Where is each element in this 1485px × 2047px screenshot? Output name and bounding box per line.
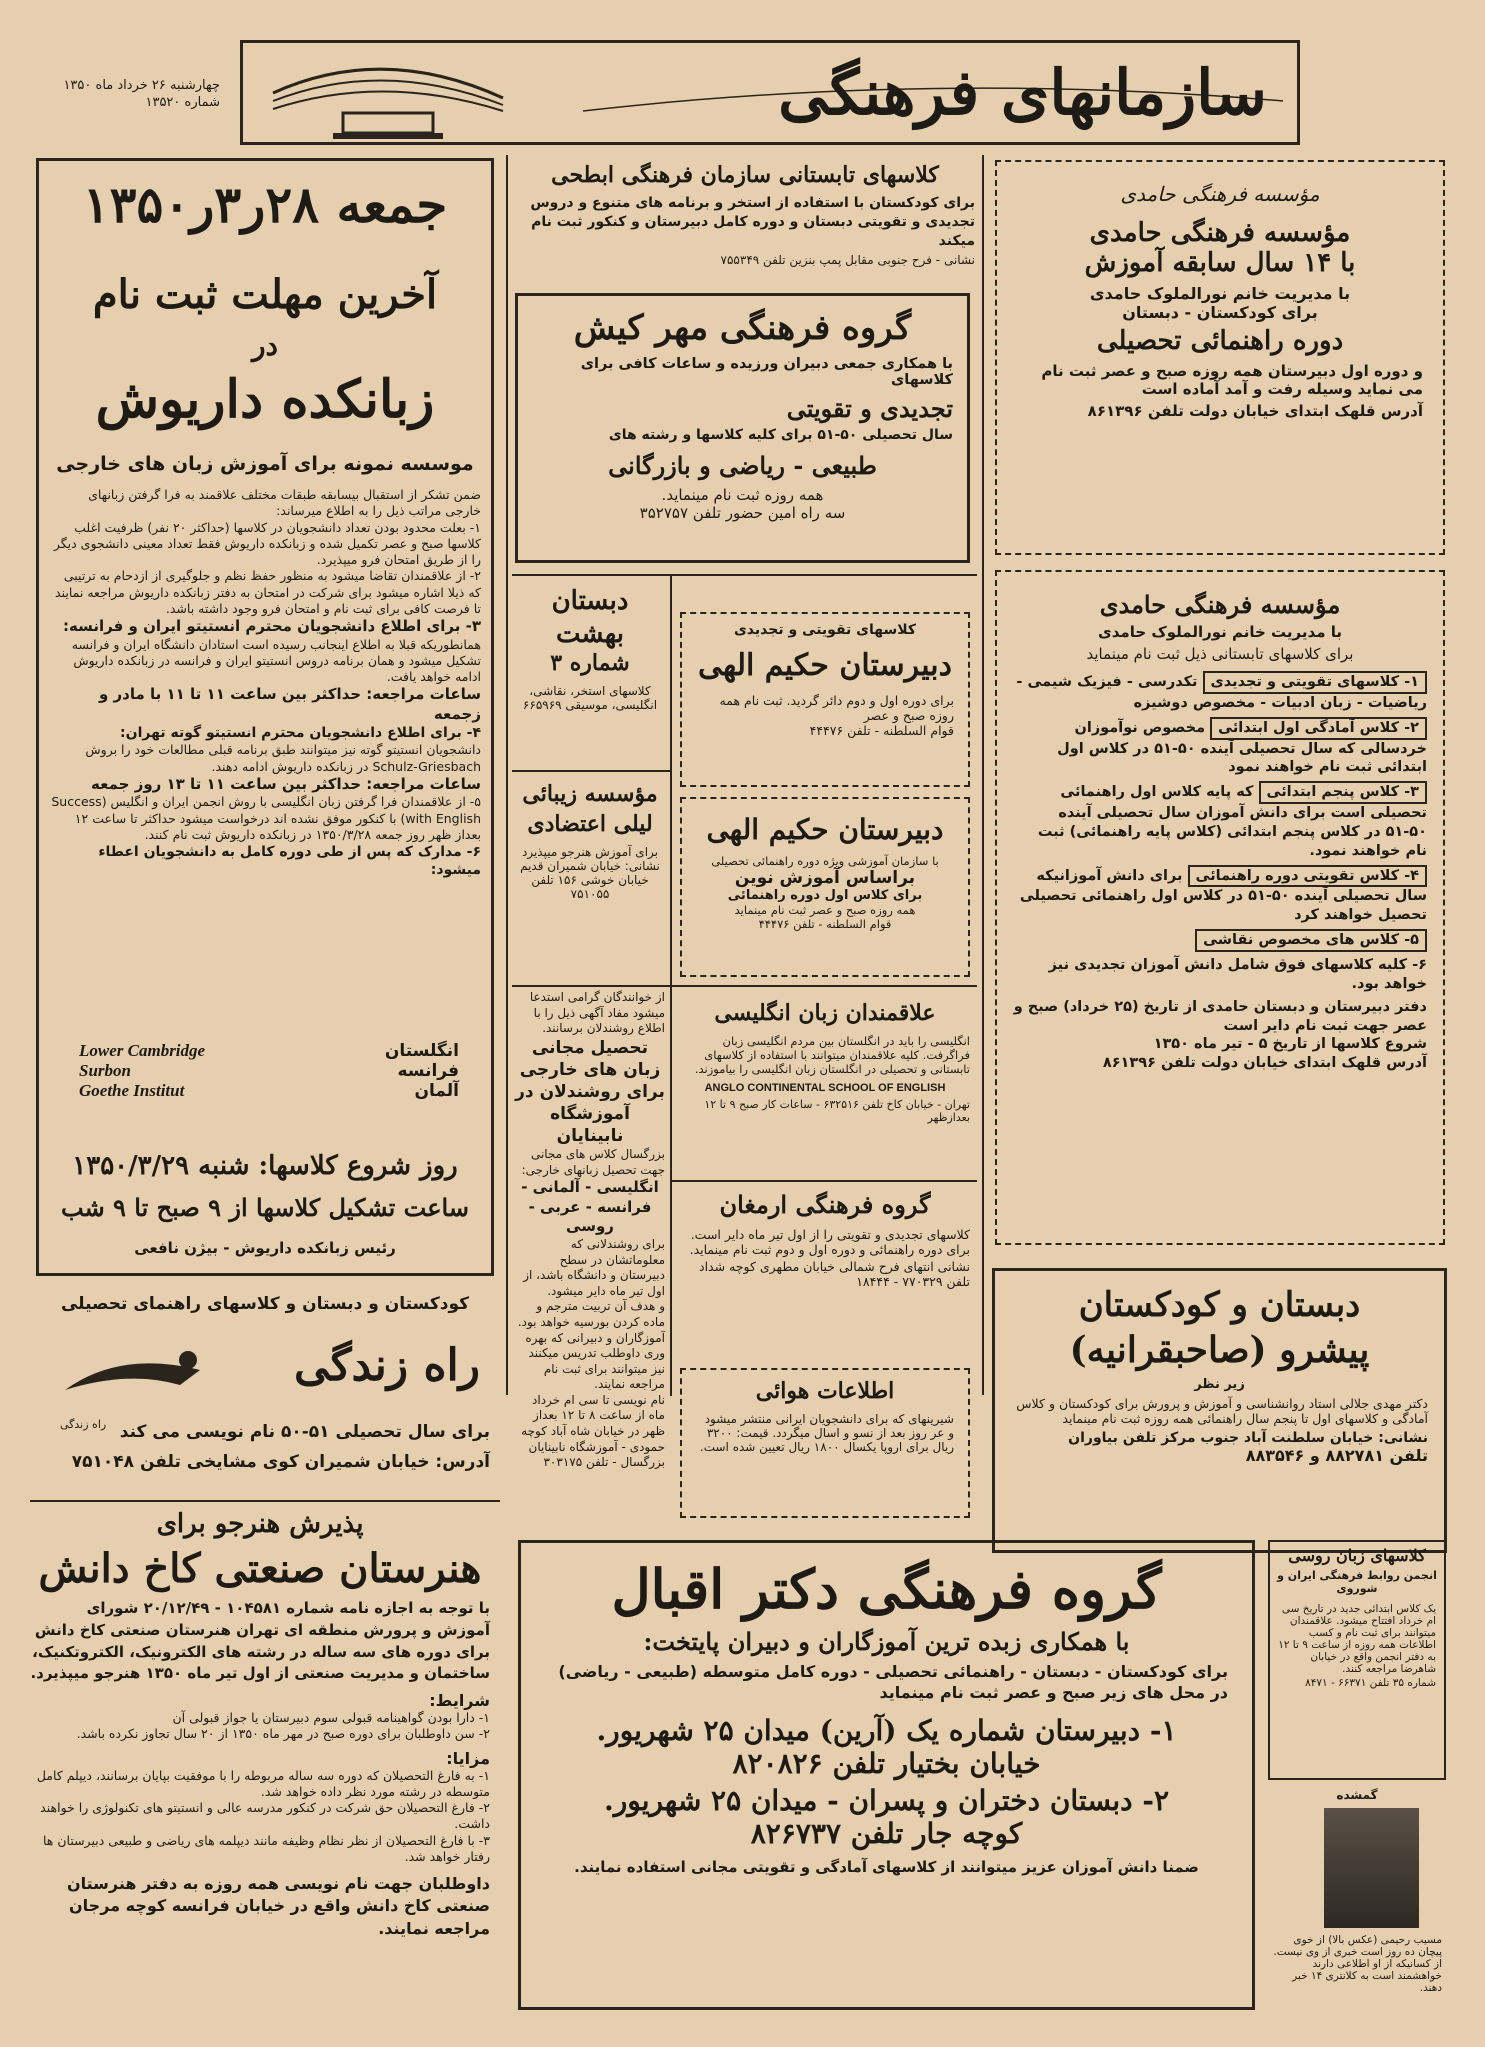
blind-line: بزرگسال کلاس های مجانی جهت تحصیل زبانهای خارجی: bbox=[521, 1147, 665, 1177]
armaghan-body: کلاسهای تجدیدی و تقویتی را از اول تیر ماه دایر است. برای دوره راهنمائی و دوره اول و دوم ثبت نام مینماید. bbox=[689, 1227, 970, 1257]
mehr-kish-line5: همه روزه ثبت نام مینماید. bbox=[661, 486, 824, 504]
dariush-body bbox=[51, 487, 481, 880]
class-2-tag: ۲- کلاس آمادگی اول ابتدائی bbox=[1210, 717, 1427, 740]
class-2-text: مخصوص نوآموزان خردسالی که سال تحصیلی آینده ۵۰-۵۱ در کلاس اول ابتدائی ثبت نام خواهند نمود bbox=[1057, 719, 1427, 776]
hamedi-1-guidance: دوره راهنمائی تحصیلی bbox=[1096, 326, 1344, 356]
eghbal-addr2b: کوچه جار تلفن ۸۲۶۷۳۷ bbox=[750, 1817, 1023, 1850]
class-5-tag: ۵- کلاس های مخصوص نقاشی bbox=[1195, 929, 1427, 952]
benefit-item: ۲- فارغ التحصیلان حق شرکت در کنکور مدرسه عالی و انستیتو های تکنولوژی را خواهند داشت. bbox=[40, 1800, 490, 1832]
missing-title: گمشده bbox=[1336, 1788, 1378, 1802]
english-body: انگلیسی را باید در انگلستان بین مردم انگلیسی زبان فراگرفت. کلیه علاقمندان میتوانند با استفاده از کلاسهای تابستانی و تحصیلی در انگلستان زبان انگلیسی را بیاموزند. bbox=[694, 1034, 970, 1076]
hamedi-2-director: با مدیریت خانم نورالملوک حامدی bbox=[1098, 623, 1342, 641]
cert-country: آلمان bbox=[414, 1081, 459, 1101]
behesht-number: شماره ۳ bbox=[550, 650, 630, 676]
column-divider bbox=[506, 155, 508, 1395]
kakh-danesh-benefits-title: مزایا: bbox=[446, 1748, 490, 1768]
cert-name: Lower Cambridge bbox=[79, 1041, 206, 1060]
hakim-2-body3: برای کلاس اول دوره راهنمائی bbox=[727, 888, 923, 903]
eghbal-addr1b: خیابان بختیار تلفن ۸۲۰۸۲۶ bbox=[732, 1747, 1041, 1780]
mehr-kish-line1: با همکاری جمعی دبیران ورزیده و ساعات کافی برای کلاسهای bbox=[580, 356, 953, 388]
dariush-item-6: ۶- مدارک که پس از طی دوره کامل به دانشجویان اعطاء میشود: bbox=[98, 844, 481, 879]
hamedi-2-address: آدرس قلهک ابتدای خیابان دولت تلفن ۸۶۱۳۹۶ bbox=[1102, 1055, 1427, 1072]
cert-name: Goethe Institut bbox=[79, 1081, 185, 1100]
leili-body: برای آموزش هنرجو میپذیرد bbox=[522, 845, 658, 860]
blind-line: تحصیل مجانی زبان های خارجی برای روشندلان در آموزشگاه نابینایان bbox=[515, 1037, 665, 1147]
hamedi-2-classes bbox=[1013, 671, 1427, 1073]
hakim-elahi-ad-1 bbox=[680, 612, 970, 787]
dariush-hours: ساعت تشکیل کلاسها از ۹ صبح تا ۹ شب bbox=[61, 1193, 469, 1222]
eghbal-addr1: ۱- دبیرستان شماره یک (آرین) میدان ۲۵ شهریور. bbox=[596, 1714, 1177, 1747]
masthead-emblem-icon bbox=[263, 53, 513, 143]
dariush-dar: در bbox=[252, 329, 278, 362]
cert-row bbox=[79, 1061, 459, 1081]
hamedi-ad-2 bbox=[995, 570, 1445, 1245]
blind-line: و هدف آن تربیت مترجم و ماده کردن بورسیه خواهد بود. bbox=[517, 1299, 665, 1329]
blind-line: از خوانندگان گرامی استدعا میشود مفاد آگهی ذیل را با اطلاع روشندلان برسانند. bbox=[529, 990, 665, 1036]
hakim-elahi-ad-2 bbox=[680, 797, 970, 977]
dariush-subtitle: موسسه نمونه برای آموزش زبان های خارجی bbox=[56, 453, 474, 475]
dariush-certs bbox=[79, 1041, 459, 1101]
hamedi-1-body: و دوره اول دبیرستان همه روزه صبح و عصر ثبت نام می نماید وسیله رفت و آمد آماده است bbox=[1041, 362, 1423, 398]
blind-line: انگلیسی - آلمانی - فرانسه - عربی - روسی bbox=[521, 1178, 659, 1236]
dariush-hours-1: ساعات مراجعه: حداکثر بین ساعت ۱۱ تا ۱۱ با مادر و زجمعه bbox=[99, 685, 481, 723]
pishro-line1: دبستان و کودکستان bbox=[1078, 1285, 1361, 1325]
mehr-kish-line4: طبیعی - ریاضی و بازرگانی bbox=[608, 451, 877, 480]
condition-item: ۱- دارا بودن گواهینامه قبولی سوم دبیرستان یا جواز قبولی آن bbox=[172, 1710, 490, 1725]
cert-country: انگلستان bbox=[384, 1041, 459, 1061]
divider bbox=[672, 1180, 977, 1182]
hamedi-2-title: مؤسسه فرهنگی حامدی bbox=[1099, 590, 1341, 619]
hakim-1-body: برای دوره اول و دوم دائر گردید. ثبت نام همه روزه صبح و عصر bbox=[719, 693, 954, 723]
air-body: شیرینهای که برای دانشجویان ایرانی منتشر میشود و عر روز بعد از نسو و اسال میگردد. قیمت: ۳۲۰۰ ریال برای اروپا یکسال ۱۸۰۰ ریال تعیین شده است. bbox=[699, 1412, 954, 1454]
class-1-tag: ۱- کلاسهای تقویتی و تجدیدی bbox=[1203, 671, 1427, 694]
hamedi-2-start: شروع کلاسها از تاریخ ۵ - تیر ماه ۱۳۵۰ bbox=[1153, 1036, 1427, 1053]
kakh-danesh-body: با توجه به اجازه نامه شماره ۱۰۴۵۸۱ - ۲۰/۱۲/۴۹ شورای آموزش و پرورش منطقه ای تهران هنرستان صنعتی کاخ دانش برای دوره های سه ساله در رشته های الکترونیک، الکتروتکنیک، ساختمان و مدیریت صنعتی از اول تیر ماه ۱۳۵۰ هنرجو میپذیرد. bbox=[30, 1599, 490, 1683]
missing-person-photo bbox=[1324, 1808, 1419, 1928]
english-title: علاقمندان زبان انگلیسی bbox=[714, 1000, 936, 1026]
english-school: ANGLO CONTINENTAL SCHOOL OF ENGLISH bbox=[704, 1082, 946, 1094]
pishro-address: نشانی: خیابان سلطنت آباد جنوب مرکز تلفن بیاوران bbox=[1068, 1430, 1428, 1446]
eghbal-line3: در محل های زیر صبح و عصر ثبت نام مینماید bbox=[879, 1683, 1228, 1702]
eghbal-line2: برای کودکستان - دبستان - راهنمائی تحصیلی - دوره کامل متوسطه (طبیعی - ریاضی) bbox=[558, 1662, 1228, 1681]
dariush-hours-2: ساعات مراجعه: حداکثر بین ساعت ۱۱ تا ۱۳ روز جمعه bbox=[91, 774, 481, 793]
class-4-text: برای دانش آموزانیکه سال تحصیلی آینده ۵۰-۵۱ در کلاس اول راهنمائی تحصیلی تحصیل خواهند کرد bbox=[1019, 867, 1427, 924]
issue-date: چهارشنبه ۲۶ خرداد ماه ۱۳۵۰ bbox=[63, 78, 220, 93]
cert-country: فرانسه bbox=[397, 1061, 459, 1081]
ebtehaji-ad bbox=[515, 162, 975, 287]
pishro-supervision: زیر نظر bbox=[1194, 1377, 1245, 1392]
hakim-2-address: قوام السلطنه - تلفن ۴۴۴۷۶ bbox=[758, 917, 892, 931]
dariush-ad bbox=[36, 158, 494, 1276]
leili-name: مؤسسه زیبائی لیلی اعتضادی bbox=[522, 781, 658, 837]
armaghan-ad bbox=[680, 1190, 970, 1340]
missing-caption: مسیب رحیمی (عکس بالا) از خوی پیچان ده روز است خبری از وی نیست. از کسانیکه از او اطلاعی دارند خواهشمند است به کلانتری ۱۴ خبر دهند. bbox=[1273, 1934, 1442, 1994]
divider bbox=[30, 1500, 500, 1502]
cert-row bbox=[79, 1081, 459, 1101]
dariush-deadline: آخرین مهلت ثبت نام bbox=[92, 271, 438, 318]
dariush-name: زبانکده داریوش bbox=[95, 369, 435, 430]
column-divider bbox=[982, 155, 984, 1395]
leili-ad bbox=[515, 780, 665, 980]
divider bbox=[672, 985, 977, 987]
pishro-ad bbox=[992, 1268, 1447, 1553]
cert-name: Surbon bbox=[79, 1061, 131, 1080]
hamedi-2-intro: برای کلاسهای تابستانی ذیل ثبت نام مینماید bbox=[1086, 645, 1354, 663]
russian-org: انجمن روابط فرهنگی ایران و شوروی bbox=[1277, 1569, 1437, 1595]
rahe-zendegi-ad bbox=[30, 1290, 500, 1490]
dariush-body-line: ۳- برای اطلاع دانشجویان محترم انستیتو ایران و فرانسه: bbox=[63, 617, 481, 635]
ebtehaji-body: برای کودکستان با استفاده از استخر و برنامه های متنوع و دروس تجدیدی و تقویتی دبستان و دوره کامل دبیرستان و کنکور ثبت نام میکند bbox=[530, 195, 975, 249]
benefit-item: ۱- به فارغ التحصیلان که دوره سه ساله مربوطه را با موفقیت بپایان برسانند، دیپلم کامل متوسطه در رشته مورد نظر داده خواهد شد. bbox=[36, 1767, 490, 1799]
ebtehaji-title: کلاسهای تابستانی سازمان فرهنگی ابطحی bbox=[551, 162, 939, 188]
blind-ad bbox=[515, 990, 665, 1470]
class-3-tag: ۳- کلاس پنجم ابتدائی bbox=[1259, 781, 1427, 804]
kakh-danesh-conditions bbox=[30, 1710, 490, 1743]
dariush-signature: رئیس زبانکده داریوش - بیژن نافعی bbox=[134, 1239, 396, 1257]
behesht-ad bbox=[515, 585, 665, 765]
missing-person bbox=[1268, 1788, 1446, 2043]
issue-info bbox=[10, 78, 220, 128]
divider bbox=[512, 574, 977, 576]
rahe-zendegi-line1: برای سال تحصیلی ۵۱-۵۰ نام نویسی می کند bbox=[119, 1422, 490, 1442]
hamedi-ad-1 bbox=[995, 160, 1445, 555]
eghbal-ad bbox=[518, 1540, 1255, 2010]
behesht-name: دبستان بهشت bbox=[551, 586, 629, 649]
rahe-zendegi-logo-text: راه زندگی bbox=[60, 1418, 107, 1431]
mehr-kish-line2: تجدیدی و تقویتی bbox=[786, 394, 953, 423]
russian-ad bbox=[1268, 1540, 1446, 1780]
dariush-start: روز شروع کلاسها: شنبه ۱۳۵۰/۳/۲۹ bbox=[72, 1151, 458, 1181]
hamedi-1-logo: مؤسسه فرهنگی حامدی bbox=[1120, 182, 1320, 206]
armaghan-address: نشانی انتهای فرح شمالی خیابان مطهری کوچه شداد تلفن ۷۷۰۳۲۹ - ۱۸۴۴۴ bbox=[699, 1259, 970, 1289]
mehr-kish-line6: سه راه امین حضور تلفن ۳۵۲۷۵۷ bbox=[639, 504, 846, 522]
dariush-body-line: همانطوریکه قبلا به اطلاع اینجانب رسیده است استادان دانشگاه ایران و فرانسه تشکیل میشود و همان برنامه دروس انستیتو ایران و فرانسه در زبانکده داریوش ادامه خواهد یافت. bbox=[71, 636, 481, 684]
rahe-zendegi-name: راه زندگی bbox=[293, 1340, 480, 1391]
hamedi-1-address: آدرس قلهک ابتدای خیابان دولت تلفن ۸۶۱۳۹۶ bbox=[1087, 402, 1423, 420]
russian-phone: شماره ۳۵ تلفن ۶۶۳۷۱ - ۸۴۷۱ bbox=[1305, 1677, 1436, 1689]
masthead-title: سازمانهای فرهنگی bbox=[778, 56, 1267, 129]
hamedi-2-office: دفتر دبیرستان و دبستان حامدی از تاریخ (۲۵ خرداد) صبح و عصر جهت ثبت نام دایر است bbox=[1013, 998, 1427, 1034]
pishro-body: دکتر مهدی جلالی استاد روانشناسی و آموزش و پرورش برای کودکستان و کلاس آمادگی و کلاسهای اول تا پنجم سال راهنمائی همه روزه ثبت نام مینماید bbox=[1016, 1396, 1428, 1426]
hakim-2-body1: با سازمان آموزشی ویژه دوره راهنمائی تحصیلی bbox=[711, 854, 939, 868]
hamedi-1-years: با ۱۴ سال سابقه آموزش bbox=[1084, 248, 1356, 278]
rahe-zendegi-logo-icon bbox=[60, 1340, 210, 1420]
cert-row bbox=[79, 1041, 459, 1061]
dariush-date: جمعه ۲۸ر۳ر۱۳۵۰ bbox=[82, 175, 448, 234]
russian-body: یک کلاس ابتدائی جدید در تاریخ سی ام خرداد افتتاح میشود. علاقمندان میتوانند برای ثبت نام و کسب اطلاعات همه روزه از ساعت ۹ تا ۱۲ به دفتر انجمن واقع در خیابان شاهرضا مراجعه کنند. bbox=[1278, 1603, 1436, 1675]
mehr-kish-line3: سال تحصیلی ۵۰-۵۱ برای کلیه کلاسها و رشته های bbox=[608, 427, 953, 443]
hakim-2-name: دبیرستان حکیم الهی bbox=[706, 813, 944, 846]
hakim-2-body2: براساس آموزش نوین bbox=[734, 868, 916, 888]
blind-line: نام نویسی تا سی ام خرداد ماه از ساعت ۸ تا ۱۲ بعداز ظهر در خیابان شاه آباد کوچه حمودی - آموزشگاه نابینایان بزرگسال - تلفن ۳۰۳۱۷۵ bbox=[521, 1392, 665, 1470]
blind-line: برای روشندلانی که معلوماتشان در سطح دبیرستان و دانشگاه باشد، از اول تیر ماه دایر میشود. bbox=[523, 1236, 665, 1298]
hakim-2-body4: همه روزه صبح و عصر ثبت نام مینماید bbox=[734, 903, 916, 917]
blind-line: آموزگاران و دبیرانی که بهره وری داوطلب تدریس میکنند نیز میتوانند برای ثبت نام مراجعه نمایند. bbox=[525, 1330, 665, 1392]
english-footer: تهران - خیابان کاخ تلفن ۶۳۲۵۱۶ - ساعات کار صبح ۹ تا ۱۲ بعدازظهر bbox=[704, 1098, 970, 1124]
kakh-danesh-heading: پذیرش هنرجو برای bbox=[156, 1509, 364, 1539]
hamedi-1-director: با مدیریت خانم نورالملوک حامدی bbox=[1089, 284, 1351, 303]
english-ad bbox=[680, 1000, 970, 1170]
hakim-1-name: دبیرستان حکیم الهی bbox=[697, 648, 952, 683]
class-4-tag: ۴- کلاس تقویتی دوره راهنمائی bbox=[1188, 865, 1427, 888]
armaghan-name: گروه فرهنگی ارمغان bbox=[719, 1190, 931, 1219]
pishro-phones: تلفن ۸۸۲۷۸۱ و ۸۸۳۵۴۶ bbox=[1245, 1446, 1428, 1465]
russian-title: کلاسهای زبان روسی bbox=[1288, 1546, 1426, 1565]
kakh-danesh-conditions-title: شرایط: bbox=[429, 1691, 490, 1710]
behesht-body: کلاسهای استخر، نقاشی، انگلیسی، موسیقی ۶۶۵۹۶۹ bbox=[522, 684, 658, 712]
kakh-danesh-benefits bbox=[30, 1768, 490, 1866]
eghbal-name: گروه فرهنگی دکتر اقبال bbox=[611, 1557, 1162, 1621]
hakim-1-address: قوام السلطنه - تلفن ۴۴۴۷۶ bbox=[809, 723, 954, 738]
dariush-item-4-body: دانشجویان انستیتو گوته نیز میتوانند طبق برنامه قبلی مطالعات خود را بروش Schulz-Griesbach در زبانکده داریوش ادامه دهند. bbox=[85, 742, 481, 774]
eghbal-line1: با همکاری زبده ترین آموزگاران و دبیران پایتخت: bbox=[643, 1627, 1130, 1656]
condition-item: ۲- سن داوطلبان برای دوره صبح در مهر ماه ۱۳۵۰ از ۲۰ سال تجاوز نکرده باشد. bbox=[76, 1726, 490, 1742]
benefit-item: ۳- با فارغ التحصیلان از نظر نظام وظیفه مانند دیپلمه های ریاضی و طبیعی دبیرستان ها رفتار خواهد شد. bbox=[42, 1832, 490, 1864]
masthead bbox=[240, 40, 1300, 145]
dariush-item-5: ۵- از علاقمندان فرا گرفتن زبان انگلیسی با روش انجمن ایران و انگلیس (Success with English) با کنکور موفق نشده اند درخواست میشود حداکثر تا ساعت ۱۲ بعداز ظهر روز جمعه ۱۳۵۰/۳/۲۸ در زبانکده داریوش ثبت نام کنند. bbox=[51, 794, 481, 842]
divider bbox=[512, 985, 670, 987]
class-6-text: ۶- کلیه کلاسهای فوق شامل دانش آموزان تجدیدی نیز خواهد بود. bbox=[1048, 956, 1427, 992]
dariush-body-line: ۲- از علاقمندان تقاضا میشود به منظور حفظ نظم و جلوگیری از ازدحام به ترتیبی که ذیلا اشاره میشود برای شرکت در امتحان به دفتر زبانکده داریوش مراجعه نمایند تا فرصت کافی برای ثبت نام و امتحان فرو وجود داشته باشد. bbox=[55, 568, 481, 616]
air-news-ad bbox=[680, 1368, 970, 1518]
leili-address: نشانی: خیابان شمیران قدیم خیابان خوشی ۱۵۶ تلفن ۷۵۱۰۵۵ bbox=[520, 859, 660, 902]
issue-number: شماره ۱۳۵۲۰ bbox=[145, 94, 220, 110]
class-3-text: که پایه کلاس اول راهنمائی تحصیلی است برای دانش آموزان سال تحصیلی آینده ۵۰-۵۱ در کلاس پنجم ابتدائی (کلاس پایه راهنمائی) ثبت نام خواهند نمود. bbox=[1037, 784, 1427, 859]
dariush-body-line: ضمن تشکر از استقبال بیسابقه طبقات مختلف علاقمند به فرا گرفتن زبانهای خارجی مراتب ذیل را به اطلاع میرساند: bbox=[88, 487, 481, 519]
kakh-danesh-footer: داوطلبان جهت نام نویسی همه روزه به دفتر هنرستان صنعتی کاخ دانش واقع در خیابان فرانسه کوچه مرجان مراجعه نمایند. bbox=[66, 1874, 490, 1938]
hamedi-1-for: برای کودکستان - دبستان bbox=[1122, 303, 1318, 322]
hamedi-1-title: مؤسسه فرهنگی حامدی bbox=[1089, 218, 1351, 248]
divider bbox=[512, 770, 670, 772]
ebtehaji-address: نشانی - فرح جنوبی مقابل پمپ بنزین تلفن ۷۵۵۳۴۹ bbox=[720, 252, 975, 267]
kakh-danesh-name: هنرستان صنعتی کاخ دانش bbox=[38, 1545, 482, 1592]
air-title: اطلاعات هوائی bbox=[755, 1378, 895, 1404]
hakim-1-top: کلاسهای تقویتی و تجدیدی bbox=[733, 622, 917, 638]
dariush-body-line: ۱- بعلت محدود بودن تعداد دانشجویان در کلاسها (حداکثر ۲۰ نفر) ظرفیت اغلب کلاسها صبح و عصر تکمیل شده و زبانکده داریوش فقط تعداد معینی دانشجوی دیگر را از طریق امتحان فرو میپذیرد. bbox=[53, 519, 481, 567]
kakh-danesh-ad bbox=[20, 1505, 500, 2040]
pishro-line2: پیشرو (صاحبقرانیه) bbox=[1069, 1329, 1370, 1371]
mehr-kish-ad bbox=[515, 293, 970, 563]
rahe-zendegi-line2: آدرس: خیابان شمیران کوی مشایخی تلفن ۷۵۱۰۴۸ bbox=[71, 1452, 490, 1472]
mehr-kish-name: گروه فرهنگی مهر کیش bbox=[573, 308, 912, 348]
dariush-item-4: ۴- برای اطلاع دانشجویان محترم انستیتو گوته تهران: bbox=[120, 725, 481, 742]
class-1-text: تکدرسی - فیزیک شیمی - ریاضیات - زبان ادبیات - مخصوص دوشیزه bbox=[1016, 674, 1427, 711]
rahe-zendegi-heading: کودکستان و دبستان و کلاسهای راهنمای تحصیلی bbox=[60, 1294, 470, 1314]
eghbal-addr2: ۲- دبستان دختران و پسران - میدان ۲۵ شهریور. bbox=[603, 1784, 1170, 1817]
eghbal-footer: ضمنا دانش آموزان عزیز میتوانند از کلاسهای آمادگی و تقویتی مجانی استفاده نمایند. bbox=[574, 1858, 1199, 1876]
